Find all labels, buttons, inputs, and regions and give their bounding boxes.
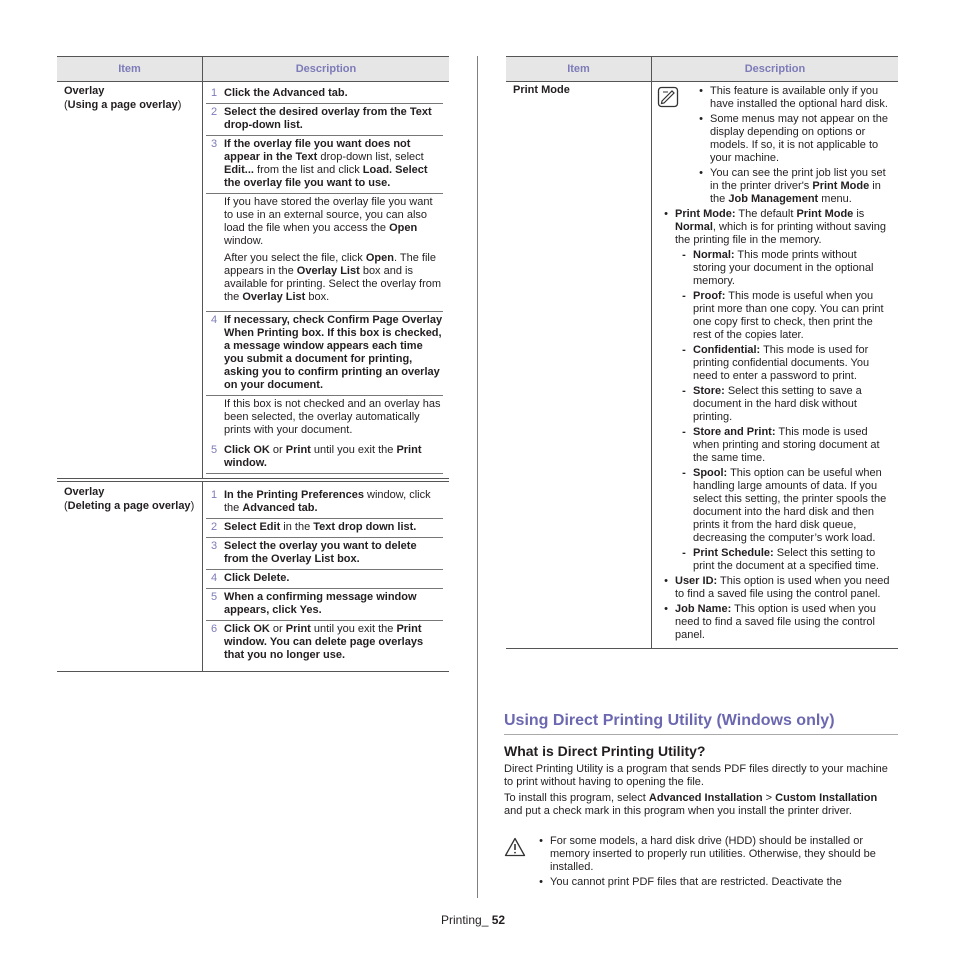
step-number: 5 (210, 591, 218, 603)
list-item: • This feature is available only if you have installed the optional hard disk. (699, 85, 888, 110)
step-2 (206, 104, 443, 136)
table-row (57, 481, 449, 672)
paragraph: To install this program, select Advanced Installation > Custom Installation and put a check mark in this program when you install the printer driver. (504, 792, 878, 817)
step-text: Select the overlay you want to delete from the Overlay List box. (224, 540, 417, 565)
step-text: When a confirming message window appears, click Yes. (224, 591, 417, 616)
sub-item: - Spool: This option can be useful when handling large amounts of data. If you select this setting, the printer spools the document into the hard disk and then prints it from the hard disk queue, decreasing the computer’s work load. (682, 467, 887, 544)
sub-item: - Normal: This mode prints without storing your document in the optional memory. (682, 249, 874, 287)
page-number: 52 (488, 913, 506, 927)
description-cell (652, 82, 898, 648)
description-cell (203, 482, 449, 671)
step-1 (206, 487, 443, 519)
item-cell (57, 482, 203, 671)
item-subtitle: (Deleting a page overlay) (64, 500, 195, 512)
step-text: Select the desired overlay from the Text drop-down list. (224, 106, 432, 131)
list-item: • You can see the print job list you set in the printer driver's Print Mode in the Job Management menu. (699, 167, 886, 205)
step-3 (206, 136, 443, 194)
step-number: 3 (210, 540, 218, 552)
list-item: • Print Mode: The default Print Mode is Normal, which is for printing without saving the printing file in the memory. (664, 208, 886, 246)
step-number: 3 (210, 138, 218, 150)
step-6 (206, 621, 443, 665)
page-footer (441, 913, 505, 927)
caution-note (504, 835, 898, 891)
header-item: Item (506, 57, 652, 81)
column-divider (477, 56, 478, 898)
table-row (57, 82, 449, 479)
header-description: Description (295, 63, 357, 75)
sub-item: - Proof: This mode is useful when you print more than one copy. You can print one copy first to check, then print the rest of the copies later. (682, 290, 884, 341)
description-cell (203, 82, 449, 478)
sub-item: - Print Schedule: Select this setting to print the document at a specified time. (682, 547, 879, 572)
subsection-title: What is Direct Printing Utility? (504, 743, 706, 759)
step-text: In the Printing Preferences window, click the Advanced tab. (224, 489, 431, 514)
list-item: • User ID: This option is used when you need to find a saved file using the control panel. (664, 575, 890, 600)
step-number: 2 (210, 106, 218, 118)
step-number: 2 (210, 521, 218, 533)
table-header (506, 56, 898, 82)
step-text: Click Delete. (224, 572, 290, 584)
step-number: 6 (210, 623, 218, 635)
step-text: Select Edit in the Text drop down list. (224, 521, 417, 533)
section-title: Using Direct Printing Utility (Windows only) (504, 711, 898, 735)
step-1 (206, 85, 443, 104)
step-3 (206, 538, 443, 570)
step-number: 1 (210, 87, 218, 99)
step-5 (206, 589, 443, 621)
step-number: 4 (210, 572, 218, 584)
header-description: Description (744, 63, 806, 75)
paragraph: Direct Printing Utility is a program that sends PDF files directly to your machine to print without having to opening the file. (504, 763, 888, 788)
step-text: Click OK or Print until you exit the Print window. You can delete page overlays that you no longer use. (224, 623, 424, 661)
step-note: If this box is not checked and an overlay has been selected, the overlay automatically prints with your document. (224, 398, 441, 436)
step-note: If you have stored the overlay file you want to use in an external source, you can also load the file when you access the Open window. After you select the file, click Open. The file appears in the Overlay List box and is available for printing. Select the overlay from the Overlay List box. (224, 196, 442, 303)
caution-triangle-icon (504, 835, 530, 891)
step-text: Click the Advanced tab. (224, 87, 348, 99)
memo-note (657, 85, 892, 208)
step-text: If the overlay file you want does not appear in the Text drop-down list, select Edit... from the list and click Load. Select the overlay file you want to use. (224, 138, 428, 189)
sub-item: - Store: Select this setting to save a document in the hard disk without printing. (682, 385, 862, 423)
step-number: 4 (210, 314, 218, 326)
table-row (506, 82, 898, 649)
footer-label: Printing_ (441, 913, 489, 927)
step-text: If necessary, check Confirm Page Overlay When Printing box. If this box is checked, a message window appears each time you submit a document for printing, asking you to confirm printing an overlay on your document. (224, 314, 443, 391)
memo-note-icon (657, 85, 687, 208)
step-text: Click OK or Print until you exit the Print window. (224, 444, 422, 469)
step-number: 5 (210, 444, 218, 456)
step-4 (206, 311, 443, 396)
item-cell (57, 82, 203, 478)
sub-item: - Store and Print: This mode is used when printing and storing document at the same time. (682, 426, 880, 464)
table-header (57, 56, 449, 82)
item-title: Overlay (64, 486, 105, 498)
header-item: Item (57, 57, 203, 81)
sub-item: - Confidential: This mode is used for printing confidential documents. You need to enter a password to print. (682, 344, 870, 382)
list-item: • Some menus may not appear on the display depending on options or models. If so, it is not applicable to your machine. (699, 113, 888, 164)
list-item: • Job Name: This option is used when you need to find a saved file using the control panel. (664, 603, 876, 641)
item-cell: Print Mode (506, 82, 652, 648)
list-item: • For some models, a hard disk drive (HDD) should be installed or memory inserted to properly run utilities. Otherwise, they should be installed. (539, 835, 876, 873)
overlay-table (57, 56, 449, 672)
step-number: 1 (210, 489, 218, 501)
print-mode-table (506, 56, 898, 649)
item-title: Overlay (64, 85, 105, 97)
list-item: • You cannot print PDF files that are restricted. Deactivate the (539, 876, 842, 888)
item-subtitle: (Using a page overlay) (64, 99, 182, 111)
step-4 (206, 570, 443, 589)
step-2 (206, 519, 443, 538)
step-5 (206, 442, 443, 474)
